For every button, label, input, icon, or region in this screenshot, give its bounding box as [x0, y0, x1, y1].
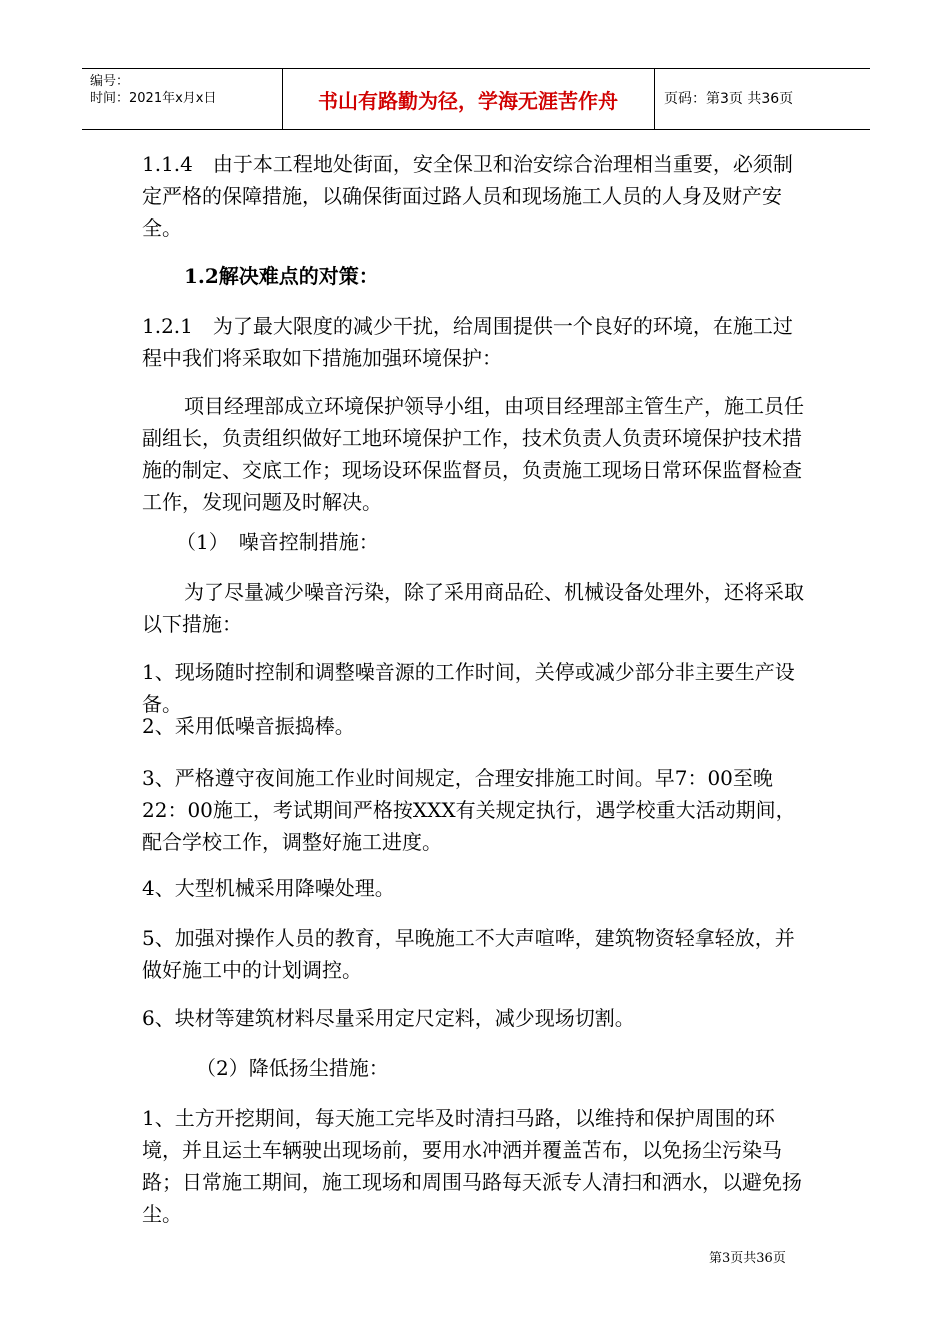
time-label: 时间：2021年x月x日 — [90, 91, 217, 106]
paragraph-1-2-1: 1.2.1 为了最大限度的减少干扰，给周围提供一个良好的环境，在施工过程中我们将采取如下措施加强环境保护： — [142, 314, 793, 370]
noise-item-4: 4、大型机械采用降噪处理。 — [142, 876, 395, 900]
heading-noise-control: （1） 噪音控制措施： — [176, 530, 379, 554]
header-meta — [90, 73, 216, 107]
header-page-info: 页码：第3页 共36页 — [664, 91, 794, 107]
noise-item-2: 2、采用低噪音振捣棒。 — [142, 714, 355, 738]
paragraph-1-1-4: 1.1.4 由于本工程地处街面，安全保卫和治安综合治理相当重要，必须制定严格的保障措施，以确保街面过路人员和现场施工人员的人身及财产安全。 — [142, 152, 793, 240]
paragraph-noise-intro: 为了尽量减少噪音污染，除了采用商品砼、机械设备处理外，还将采取以下措施： — [142, 580, 804, 636]
noise-item-5: 5、加强对操作人员的教育，早晚施工不大声喧哗，建筑物资轻拿轻放，并做好施工中的计划调控。 — [142, 926, 795, 982]
number-label: 编号： — [90, 74, 130, 89]
header-divider — [654, 69, 655, 129]
noise-item-3: 3、严格遵守夜间施工作业时间规定，合理安排施工时间。早7：00至晚22：00施工，考试期间严格按XXX有关规定执行，遇学校重大活动期间，配合学校工作，调整好施工进度。 — [142, 766, 796, 854]
paragraph-organization: 项目经理部成立环境保护领导小组，由项目经理部主管生产，施工员任副组长，负责组织做好工地环境保护工作，技术负责人负责环境保护技术措施的制定、交底工作；现场设环保监督员，负责施工现场日常环保监督检查工作，发现问题及时解决。 — [142, 394, 804, 514]
header-motto: 书山有路勤为径，学海无涯苦作舟 — [318, 88, 618, 113]
noise-item-1: 1、现场随时控制和调整噪音源的工作时间，关停或减少部分非主要生产设备。 — [142, 660, 795, 716]
page-footer: 第3页共36页 — [709, 1251, 786, 1266]
section-heading-1-2: 1.2解决难点的对策： — [184, 264, 379, 288]
page-header — [82, 68, 870, 130]
noise-item-6: 6、块材等建筑材料尽量采用定尺定料，减少现场切割。 — [142, 1006, 635, 1030]
heading-dust-control: （2）降低扬尘措施： — [196, 1056, 389, 1080]
dust-item-1: 1、土方开挖期间，每天施工完毕及时清扫马路，以维持和保护周围的环境，并且运土车辆驶出现场前，要用水冲洒并覆盖苫布，以免扬尘污染马路；日常施工期间，施工现场和周围马路每天派专人清扫和洒水，以避免扬尘。 — [142, 1106, 802, 1226]
